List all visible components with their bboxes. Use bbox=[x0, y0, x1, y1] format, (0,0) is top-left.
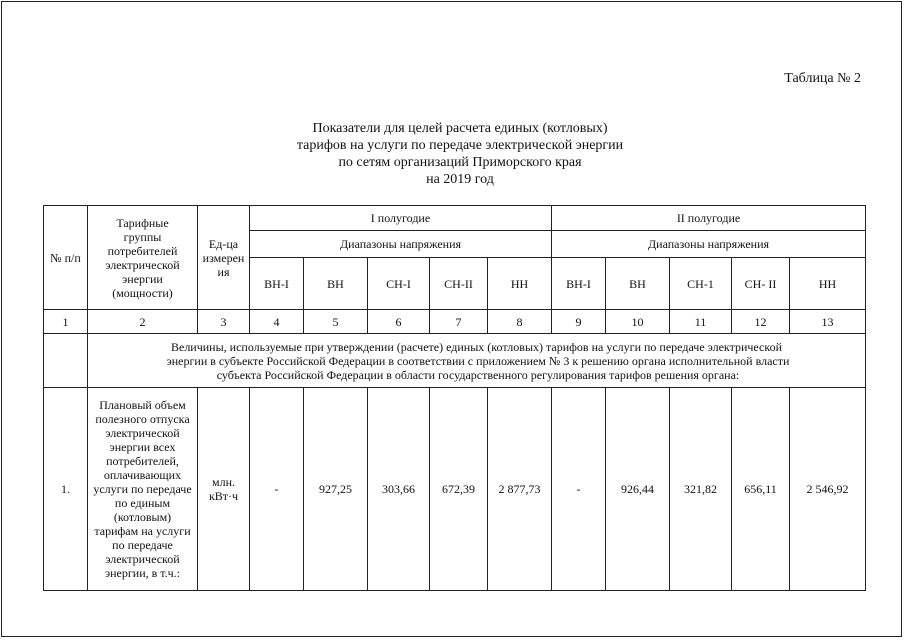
header-unit-line: ия bbox=[217, 264, 230, 279]
col-number: 5 bbox=[304, 310, 368, 334]
level-sn1-h1: СН-I bbox=[368, 258, 430, 310]
header-unit-line: измерен bbox=[202, 250, 245, 265]
row-name-line: по единым bbox=[114, 496, 171, 510]
col-number: 9 bbox=[552, 310, 606, 334]
header-num: № п/п bbox=[44, 206, 88, 310]
col-number: 3 bbox=[198, 310, 250, 334]
table-number: Таблица № 2 bbox=[784, 71, 861, 86]
row-num: 1. bbox=[44, 388, 88, 591]
cell-value: 672,39 bbox=[430, 388, 488, 591]
header-groups-line: энергии bbox=[122, 271, 163, 286]
level-vn-h1: ВН bbox=[304, 258, 368, 310]
title-line: тарифов на услуги по передаче электрической энергии bbox=[296, 138, 624, 153]
column-number-row bbox=[44, 310, 866, 334]
row-unit bbox=[198, 388, 250, 591]
cell-value: 303,66 bbox=[368, 388, 430, 591]
level-vn1-h2: ВН-I bbox=[552, 258, 606, 310]
row-name-line: энергии всех bbox=[109, 440, 176, 454]
cell-value: 321,82 bbox=[670, 388, 732, 591]
cell-value: 2 546,92 bbox=[790, 388, 866, 591]
note-line: Величины, используемые при утверждении (расчете) единых (котловых) тарифов на услуги по передаче электрической bbox=[170, 339, 783, 354]
col-number: 10 bbox=[606, 310, 670, 334]
cell-value: - bbox=[250, 388, 304, 591]
row-name-line: потребителей, bbox=[106, 454, 179, 468]
cell-value: 927,25 bbox=[304, 388, 368, 591]
row-name-line: электрической bbox=[105, 552, 180, 566]
row-name-line: оплачивающих bbox=[103, 468, 182, 482]
header-ranges-2: Диапазоны напряжения bbox=[552, 231, 866, 258]
note-num-cell bbox=[44, 334, 88, 388]
note-row bbox=[44, 334, 866, 388]
header-half-2: II полугодие bbox=[552, 206, 866, 231]
title-line: Показатели для целей расчета единых (котловых) bbox=[312, 121, 608, 136]
row-name-line: услуги по передаче bbox=[93, 482, 192, 496]
col-number: 6 bbox=[368, 310, 430, 334]
note-line: субъекта Российской Федерации в области государственного регулирования тарифов решения органа: bbox=[216, 367, 740, 382]
row-name-line: Плановый объем bbox=[99, 398, 186, 412]
row-name-line: полезного отпуска bbox=[95, 412, 190, 426]
row-unit-line: млн. bbox=[211, 475, 235, 489]
cell-value: 2 877,73 bbox=[488, 388, 552, 591]
cell-value: 656,11 bbox=[732, 388, 790, 591]
title-line: на 2019 год bbox=[426, 172, 494, 187]
col-number: 2 bbox=[88, 310, 198, 334]
col-number: 11 bbox=[670, 310, 732, 334]
level-sn2-h1: СН-II bbox=[430, 258, 488, 310]
header-row-halves bbox=[44, 206, 866, 231]
row-name-line: энергии, в т.ч.: bbox=[104, 566, 181, 580]
row-unit-line: кВт·ч bbox=[208, 489, 239, 503]
level-nn-h2: НН bbox=[790, 258, 866, 310]
col-number: 13 bbox=[790, 310, 866, 334]
level-nn-h1: НН bbox=[488, 258, 552, 310]
cell-value: - bbox=[552, 388, 606, 591]
row-name-line: электрической bbox=[105, 426, 180, 440]
header-ranges-1: Диапазоны напряжения bbox=[250, 231, 552, 258]
table-row bbox=[44, 388, 866, 591]
header-half-1: I полугодие bbox=[250, 206, 552, 231]
level-sn2-h2: СН- II bbox=[732, 258, 790, 310]
tariff-table bbox=[43, 205, 866, 591]
col-number: 7 bbox=[430, 310, 488, 334]
row-name-line: (котловым) bbox=[113, 510, 172, 524]
header-groups bbox=[88, 206, 198, 310]
level-sn1-h2: СН-1 bbox=[670, 258, 732, 310]
header-groups-line: Тарифные bbox=[116, 215, 169, 230]
level-vn-h2: ВН bbox=[606, 258, 670, 310]
title-line: по сетям организаций Приморского края bbox=[338, 155, 582, 170]
col-number: 4 bbox=[250, 310, 304, 334]
col-number: 8 bbox=[488, 310, 552, 334]
document-title bbox=[0, 120, 905, 188]
note-line: энергии в субъекте Российской Федерации в соответствии с приложением № 3 к решению органа исполнительной власти bbox=[166, 353, 790, 368]
header-groups-line: электрической bbox=[105, 257, 180, 272]
header-groups-line: (мощности) bbox=[112, 285, 173, 300]
col-number: 1 bbox=[44, 310, 88, 334]
header-unit bbox=[198, 206, 250, 310]
cell-value: 926,44 bbox=[606, 388, 670, 591]
row-name bbox=[88, 388, 198, 591]
row-name-line: по передаче bbox=[112, 538, 173, 552]
note-text bbox=[88, 334, 866, 388]
header-unit-line: Ед-ца bbox=[208, 236, 239, 251]
row-name-line: тарифам на услуги bbox=[94, 524, 191, 538]
col-number: 12 bbox=[732, 310, 790, 334]
level-vn1-h1: ВН-I bbox=[250, 258, 304, 310]
header-groups-line: потребителей bbox=[107, 243, 178, 258]
header-groups-line: группы bbox=[123, 229, 162, 244]
